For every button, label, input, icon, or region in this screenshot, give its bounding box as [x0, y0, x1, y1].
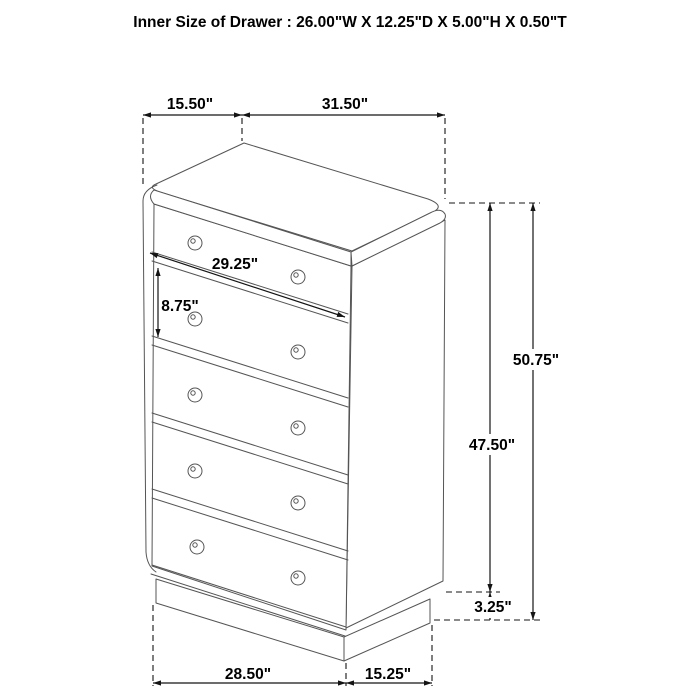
dim-label-overall-height: 50.75" [512, 352, 560, 369]
diagram-title: Inner Size of Drawer : 26.00"W X 12.25"D X 5.00"H X 0.50"T [133, 14, 567, 31]
dim-label-base-height: 3.25" [474, 599, 512, 616]
dim-label-drawer-height: 8.75" [161, 298, 199, 315]
dim-label-bottom-depth: 15.25" [364, 666, 412, 683]
dim-label-drawer-width: 29.25" [211, 256, 259, 273]
chest-side-face [346, 220, 445, 628]
dim-label-body-height: 47.50" [468, 437, 516, 454]
dim-label-top-depth: 15.50" [166, 96, 214, 113]
dim-label-bottom-width: 28.50" [224, 666, 272, 683]
dim-label-top-width: 31.50" [321, 96, 369, 113]
